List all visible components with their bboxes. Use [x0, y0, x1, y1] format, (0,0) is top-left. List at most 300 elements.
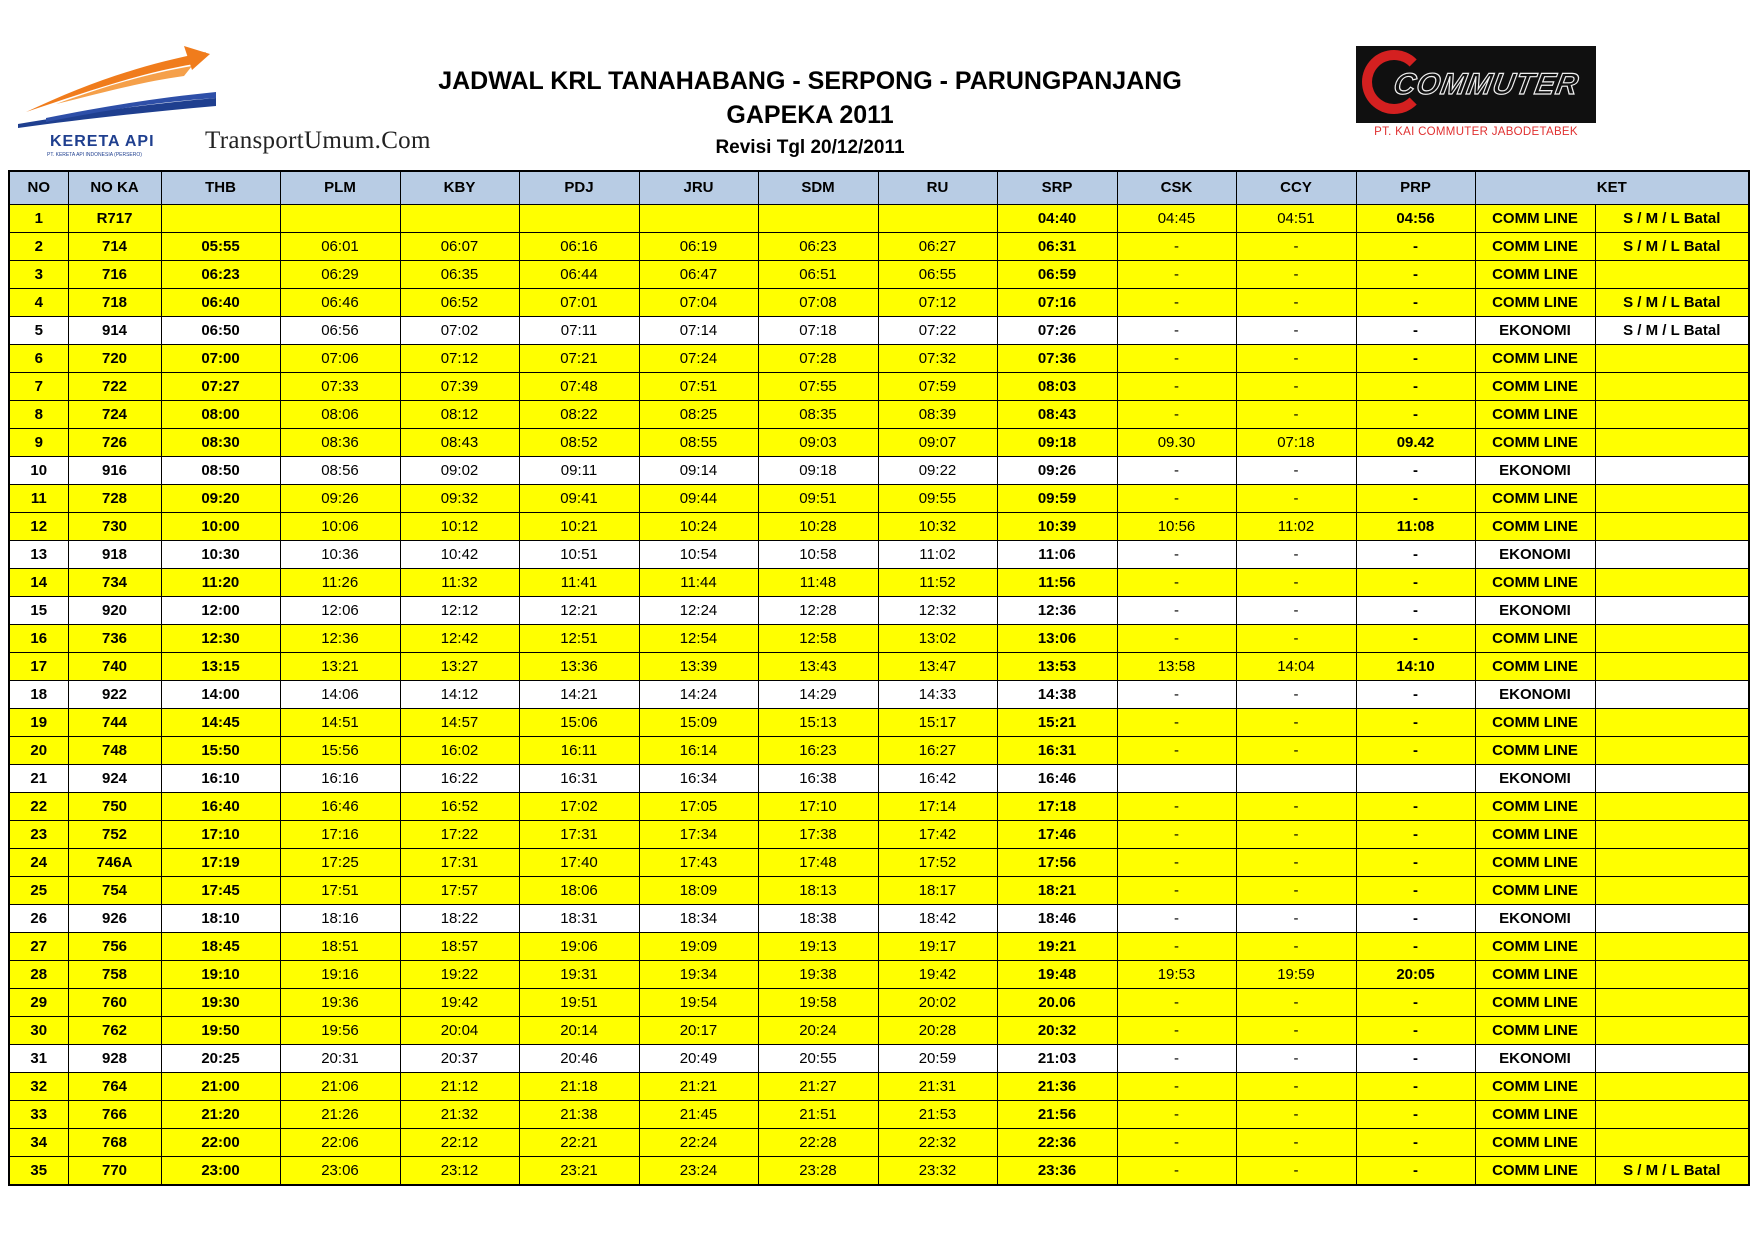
table-cell: 23:00 [161, 1157, 280, 1186]
table-cell: - [1117, 345, 1236, 373]
table-cell: 15:09 [639, 709, 758, 737]
column-header-plm: PLM [280, 171, 400, 205]
table-cell: 20:37 [400, 1045, 519, 1073]
schedule-table [8, 170, 1750, 1186]
table-cell: - [1236, 597, 1356, 625]
table-cell: 18:46 [997, 905, 1117, 933]
table-cell: 09:41 [519, 485, 639, 513]
table-cell: 20 [9, 737, 68, 765]
table-cell: 10:06 [280, 513, 400, 541]
table-cell: 23:24 [639, 1157, 758, 1186]
table-cell: 07:55 [758, 373, 878, 401]
table-cell: 17:56 [997, 849, 1117, 877]
table-cell: - [1356, 821, 1475, 849]
table-cell: 5 [9, 317, 68, 345]
table-cell: 07:33 [280, 373, 400, 401]
table-cell: 19:50 [161, 1017, 280, 1045]
table-cell: 17:02 [519, 793, 639, 821]
table-row [9, 737, 1749, 765]
table-cell: 922 [68, 681, 161, 709]
table-cell: 12:06 [280, 597, 400, 625]
table-cell: 18:42 [878, 905, 997, 933]
table-cell: 13:06 [997, 625, 1117, 653]
table-cell: 22:36 [997, 1129, 1117, 1157]
table-cell: 10 [9, 457, 68, 485]
table-cell: 08:56 [280, 457, 400, 485]
table-cell: 11:52 [878, 569, 997, 597]
table-cell: - [1117, 485, 1236, 513]
table-cell: - [1117, 569, 1236, 597]
table-cell: 17:40 [519, 849, 639, 877]
table-cell: - [1117, 989, 1236, 1017]
table-cell: 06:52 [400, 289, 519, 317]
table-cell: 29 [9, 989, 68, 1017]
table-cell: - [1356, 625, 1475, 653]
table-cell: 16:38 [758, 765, 878, 793]
table-cell: COMM LINE [1475, 485, 1595, 513]
table-cell: EKONOMI [1475, 905, 1595, 933]
table-cell: 23:36 [997, 1157, 1117, 1186]
table-cell: COMM LINE [1475, 849, 1595, 877]
table-row [9, 1157, 1749, 1186]
table-cell: - [1356, 373, 1475, 401]
table-cell: 09:18 [758, 457, 878, 485]
table-row [9, 373, 1749, 401]
table-cell [1595, 457, 1749, 485]
table-cell: 18:17 [878, 877, 997, 905]
table-cell: 07:06 [280, 345, 400, 373]
table-cell: - [1236, 625, 1356, 653]
table-cell: 07:48 [519, 373, 639, 401]
table-row [9, 401, 1749, 429]
table-cell: 22:12 [400, 1129, 519, 1157]
table-cell: 17:14 [878, 793, 997, 821]
table-cell: 06:29 [280, 261, 400, 289]
table-row [9, 793, 1749, 821]
table-cell: - [1117, 849, 1236, 877]
table-cell [1595, 541, 1749, 569]
table-cell: 07:26 [997, 317, 1117, 345]
table-cell: 15:50 [161, 737, 280, 765]
table-cell: 18:34 [639, 905, 758, 933]
table-cell: 14:00 [161, 681, 280, 709]
table-cell: 18:09 [639, 877, 758, 905]
table-cell: 19:56 [280, 1017, 400, 1045]
table-cell: - [1236, 793, 1356, 821]
table-cell: 22 [9, 793, 68, 821]
table-cell: 06:23 [161, 261, 280, 289]
table-cell: EKONOMI [1475, 457, 1595, 485]
table-cell: - [1356, 1017, 1475, 1045]
table-cell: 12:12 [400, 597, 519, 625]
table-cell: 4 [9, 289, 68, 317]
table-cell [1595, 1017, 1749, 1045]
table-cell: 926 [68, 905, 161, 933]
table-cell: 14:29 [758, 681, 878, 709]
table-cell: 10:54 [639, 541, 758, 569]
table-cell: 766 [68, 1101, 161, 1129]
table-cell [1117, 765, 1236, 793]
table-cell: - [1236, 317, 1356, 345]
table-cell: 758 [68, 961, 161, 989]
table-row [9, 317, 1749, 345]
table-header-row [9, 171, 1749, 205]
table-cell: 21:20 [161, 1101, 280, 1129]
table-body [9, 205, 1749, 1186]
table-cell: - [1356, 345, 1475, 373]
table-cell: 16:46 [997, 765, 1117, 793]
table-cell: 35 [9, 1157, 68, 1186]
table-cell: 06:40 [161, 289, 280, 317]
table-cell: 19:58 [758, 989, 878, 1017]
table-cell: 07:36 [997, 345, 1117, 373]
table-cell: 14:38 [997, 681, 1117, 709]
table-cell: - [1117, 821, 1236, 849]
column-header-prp: PRP [1356, 171, 1475, 205]
table-cell: 19:42 [878, 961, 997, 989]
table-cell: COMM LINE [1475, 821, 1595, 849]
table-cell: - [1236, 373, 1356, 401]
table-cell: 15:17 [878, 709, 997, 737]
table-cell: - [1236, 905, 1356, 933]
table-cell: 08:43 [997, 401, 1117, 429]
table-cell: 06:59 [997, 261, 1117, 289]
table-cell: 20:55 [758, 1045, 878, 1073]
table-cell: 09:14 [639, 457, 758, 485]
table-cell: - [1236, 1157, 1356, 1186]
table-cell: 12:42 [400, 625, 519, 653]
table-cell: 21:27 [758, 1073, 878, 1101]
table-cell [639, 205, 758, 233]
table-cell: 16:23 [758, 737, 878, 765]
table-cell: 18:31 [519, 905, 639, 933]
table-cell: 10:00 [161, 513, 280, 541]
table-cell: - [1236, 541, 1356, 569]
table-cell: 17 [9, 653, 68, 681]
table-cell: 21:32 [400, 1101, 519, 1129]
table-cell: - [1236, 485, 1356, 513]
table-cell: - [1117, 905, 1236, 933]
table-cell: 20:02 [878, 989, 997, 1017]
commuter-logo-tagline: PT. KAI COMMUTER JABODETABEK [1374, 126, 1578, 138]
table-cell [1595, 1073, 1749, 1101]
page-subtitle: GAPEKA 2011 [726, 101, 894, 129]
table-cell: 722 [68, 373, 161, 401]
table-cell [1595, 821, 1749, 849]
table-cell: - [1356, 1129, 1475, 1157]
table-cell: 09.42 [1356, 429, 1475, 457]
table-cell [1595, 597, 1749, 625]
table-cell: COMM LINE [1475, 345, 1595, 373]
table-cell: - [1117, 625, 1236, 653]
table-cell: S / M / L Batal [1595, 233, 1749, 261]
table-cell [1595, 961, 1749, 989]
table-cell [1595, 765, 1749, 793]
table-row [9, 625, 1749, 653]
table-cell: 19:53 [1117, 961, 1236, 989]
table-cell: 9 [9, 429, 68, 457]
table-cell: COMM LINE [1475, 709, 1595, 737]
table-row [9, 429, 1749, 457]
table-cell: COMM LINE [1475, 289, 1595, 317]
table-cell: 12:30 [161, 625, 280, 653]
table-cell: - [1236, 849, 1356, 877]
table-cell: 09:20 [161, 485, 280, 513]
table-cell: 16 [9, 625, 68, 653]
table-cell: 09:59 [997, 485, 1117, 513]
table-cell: - [1236, 1101, 1356, 1129]
table-cell: - [1356, 709, 1475, 737]
table-cell [1595, 989, 1749, 1017]
table-row [9, 345, 1749, 373]
kereta-api-emblem-icon [16, 44, 216, 134]
table-cell [1595, 1101, 1749, 1129]
table-cell: 07:12 [400, 345, 519, 373]
table-cell: 17:48 [758, 849, 878, 877]
table-cell: 19:31 [519, 961, 639, 989]
table-cell: 17:38 [758, 821, 878, 849]
table-cell: 12:28 [758, 597, 878, 625]
table-cell: 08:36 [280, 429, 400, 457]
table-cell: 08:39 [878, 401, 997, 429]
table-cell: - [1236, 681, 1356, 709]
table-cell: 09:03 [758, 429, 878, 457]
table-cell: - [1356, 317, 1475, 345]
kereta-api-logo-text: KERETA API [50, 133, 155, 150]
table-cell: 22:28 [758, 1129, 878, 1157]
table-cell: 23:21 [519, 1157, 639, 1186]
table-cell [519, 205, 639, 233]
table-cell [1595, 429, 1749, 457]
table-cell: COMM LINE [1475, 569, 1595, 597]
table-cell: - [1356, 401, 1475, 429]
table-cell: 20.06 [997, 989, 1117, 1017]
table-cell: 07:14 [639, 317, 758, 345]
table-cell: 21:03 [997, 1045, 1117, 1073]
table-cell: 19:34 [639, 961, 758, 989]
table-cell: COMM LINE [1475, 373, 1595, 401]
table-cell: - [1117, 541, 1236, 569]
table-cell: 07:01 [519, 289, 639, 317]
table-cell: - [1236, 709, 1356, 737]
table-cell: 08:06 [280, 401, 400, 429]
kereta-api-logo [16, 44, 216, 164]
column-header-thb: THB [161, 171, 280, 205]
table-cell: 09.30 [1117, 429, 1236, 457]
table-cell: 07:04 [639, 289, 758, 317]
table-cell: 19:06 [519, 933, 639, 961]
table-cell: 12:36 [997, 597, 1117, 625]
table-cell: 21:56 [997, 1101, 1117, 1129]
table-cell: 10:21 [519, 513, 639, 541]
table-cell: COMM LINE [1475, 1129, 1595, 1157]
table-cell: 06:47 [639, 261, 758, 289]
column-header-kby: KBY [400, 171, 519, 205]
table-cell: COMM LINE [1475, 737, 1595, 765]
table-cell: 08:52 [519, 429, 639, 457]
table-cell: - [1117, 401, 1236, 429]
table-cell: 10:56 [1117, 513, 1236, 541]
table-cell: 764 [68, 1073, 161, 1101]
table-cell: - [1356, 1045, 1475, 1073]
table-cell: 18:22 [400, 905, 519, 933]
table-cell: 20:17 [639, 1017, 758, 1045]
column-header-csk: CSK [1117, 171, 1236, 205]
table-cell: 09:18 [997, 429, 1117, 457]
table-cell: 09:07 [878, 429, 997, 457]
table-cell: 16:52 [400, 793, 519, 821]
table-cell: 04:40 [997, 205, 1117, 233]
table-cell: 17:43 [639, 849, 758, 877]
table-cell: 12:32 [878, 597, 997, 625]
table-cell: 14:06 [280, 681, 400, 709]
table-cell: 19:22 [400, 961, 519, 989]
table-cell: - [1356, 989, 1475, 1017]
table-cell: 20:31 [280, 1045, 400, 1073]
table-cell: 20:05 [1356, 961, 1475, 989]
table-row [9, 1073, 1749, 1101]
table-cell: - [1236, 1045, 1356, 1073]
table-cell: EKONOMI [1475, 597, 1595, 625]
commuter-logo-box [1356, 46, 1596, 123]
table-cell: 920 [68, 597, 161, 625]
table-cell: 06:35 [400, 261, 519, 289]
table-cell: 11:02 [878, 541, 997, 569]
table-row [9, 485, 1749, 513]
table-cell: 716 [68, 261, 161, 289]
table-cell: 916 [68, 457, 161, 485]
table-cell: 09:11 [519, 457, 639, 485]
title-block [380, 64, 1240, 162]
table-cell: 18:51 [280, 933, 400, 961]
table-cell: - [1117, 877, 1236, 905]
table-cell: 736 [68, 625, 161, 653]
table-row [9, 597, 1749, 625]
table-cell: 07:08 [758, 289, 878, 317]
table-cell: 10:39 [997, 513, 1117, 541]
table-row [9, 933, 1749, 961]
table-cell: 09:02 [400, 457, 519, 485]
column-header-jru: JRU [639, 171, 758, 205]
table-cell: - [1236, 821, 1356, 849]
table-cell: 10:24 [639, 513, 758, 541]
table-cell: - [1117, 317, 1236, 345]
table-cell: EKONOMI [1475, 765, 1595, 793]
table-cell: 21:53 [878, 1101, 997, 1129]
table-cell: 20:32 [997, 1017, 1117, 1045]
table-cell: COMM LINE [1475, 877, 1595, 905]
table-cell: 18:10 [161, 905, 280, 933]
table-cell: 07:51 [639, 373, 758, 401]
table-cell: 21:12 [400, 1073, 519, 1101]
table-cell: 06:19 [639, 233, 758, 261]
table-cell: - [1117, 1017, 1236, 1045]
table-cell: 08:25 [639, 401, 758, 429]
table-cell: 17:42 [878, 821, 997, 849]
table-cell: 750 [68, 793, 161, 821]
table-cell: 16:11 [519, 737, 639, 765]
table-cell: 730 [68, 513, 161, 541]
table-row [9, 513, 1749, 541]
table-cell: 08:43 [400, 429, 519, 457]
table-cell: - [1117, 737, 1236, 765]
table-row [9, 1017, 1749, 1045]
table-cell: 16:42 [878, 765, 997, 793]
table-cell: 16:40 [161, 793, 280, 821]
table-cell: 17:31 [400, 849, 519, 877]
table-cell: 752 [68, 821, 161, 849]
table-cell: 718 [68, 289, 161, 317]
table-cell: - [1117, 1157, 1236, 1186]
table-cell: - [1356, 737, 1475, 765]
table-cell: 06:16 [519, 233, 639, 261]
table-cell: COMM LINE [1475, 401, 1595, 429]
table-cell: - [1356, 289, 1475, 317]
table-cell: 13:36 [519, 653, 639, 681]
table-cell [758, 205, 878, 233]
site-name: TransportUmum.Com [205, 127, 431, 154]
table-cell: 08:35 [758, 401, 878, 429]
table-cell: 06:55 [878, 261, 997, 289]
table-cell: 13:43 [758, 653, 878, 681]
table-cell: 15:06 [519, 709, 639, 737]
table-cell: COMM LINE [1475, 1101, 1595, 1129]
table-cell: 06:23 [758, 233, 878, 261]
table-cell: 22:21 [519, 1129, 639, 1157]
table-cell: 28 [9, 961, 68, 989]
table-cell: 07:12 [878, 289, 997, 317]
table-cell: 19:59 [1236, 961, 1356, 989]
table-cell: 09:44 [639, 485, 758, 513]
table-cell [1595, 905, 1749, 933]
table-cell: 10:51 [519, 541, 639, 569]
table-cell: 12:54 [639, 625, 758, 653]
commuter-logo-text: COMMUTER [1391, 68, 1582, 101]
table-cell: 918 [68, 541, 161, 569]
table-cell: 21 [9, 765, 68, 793]
table-cell: - [1356, 905, 1475, 933]
table-cell: 21:06 [280, 1073, 400, 1101]
table-cell: COMM LINE [1475, 1017, 1595, 1045]
table-cell: 04:51 [1236, 205, 1356, 233]
table-cell: COMM LINE [1475, 1073, 1595, 1101]
table-cell: 09:55 [878, 485, 997, 513]
table-cell: 04:45 [1117, 205, 1236, 233]
table-cell: 6 [9, 345, 68, 373]
column-header-no: NO [9, 171, 68, 205]
table-cell [1595, 877, 1749, 905]
table-cell: 16:31 [519, 765, 639, 793]
table-cell: - [1236, 457, 1356, 485]
table-cell: 06:46 [280, 289, 400, 317]
table-cell: 08:00 [161, 401, 280, 429]
table-cell [1595, 569, 1749, 597]
table-cell [1236, 765, 1356, 793]
table-cell: 12:58 [758, 625, 878, 653]
table-row [9, 457, 1749, 485]
table-cell: 08:50 [161, 457, 280, 485]
table-cell: 10:28 [758, 513, 878, 541]
table-row [9, 1045, 1749, 1073]
table-cell: 14 [9, 569, 68, 597]
table-cell: 19:51 [519, 989, 639, 1017]
table-cell: 04:56 [1356, 205, 1475, 233]
table-cell: 17:51 [280, 877, 400, 905]
table-cell: - [1117, 233, 1236, 261]
table-cell: 06:27 [878, 233, 997, 261]
table-cell [1595, 737, 1749, 765]
table-cell: 12:36 [280, 625, 400, 653]
